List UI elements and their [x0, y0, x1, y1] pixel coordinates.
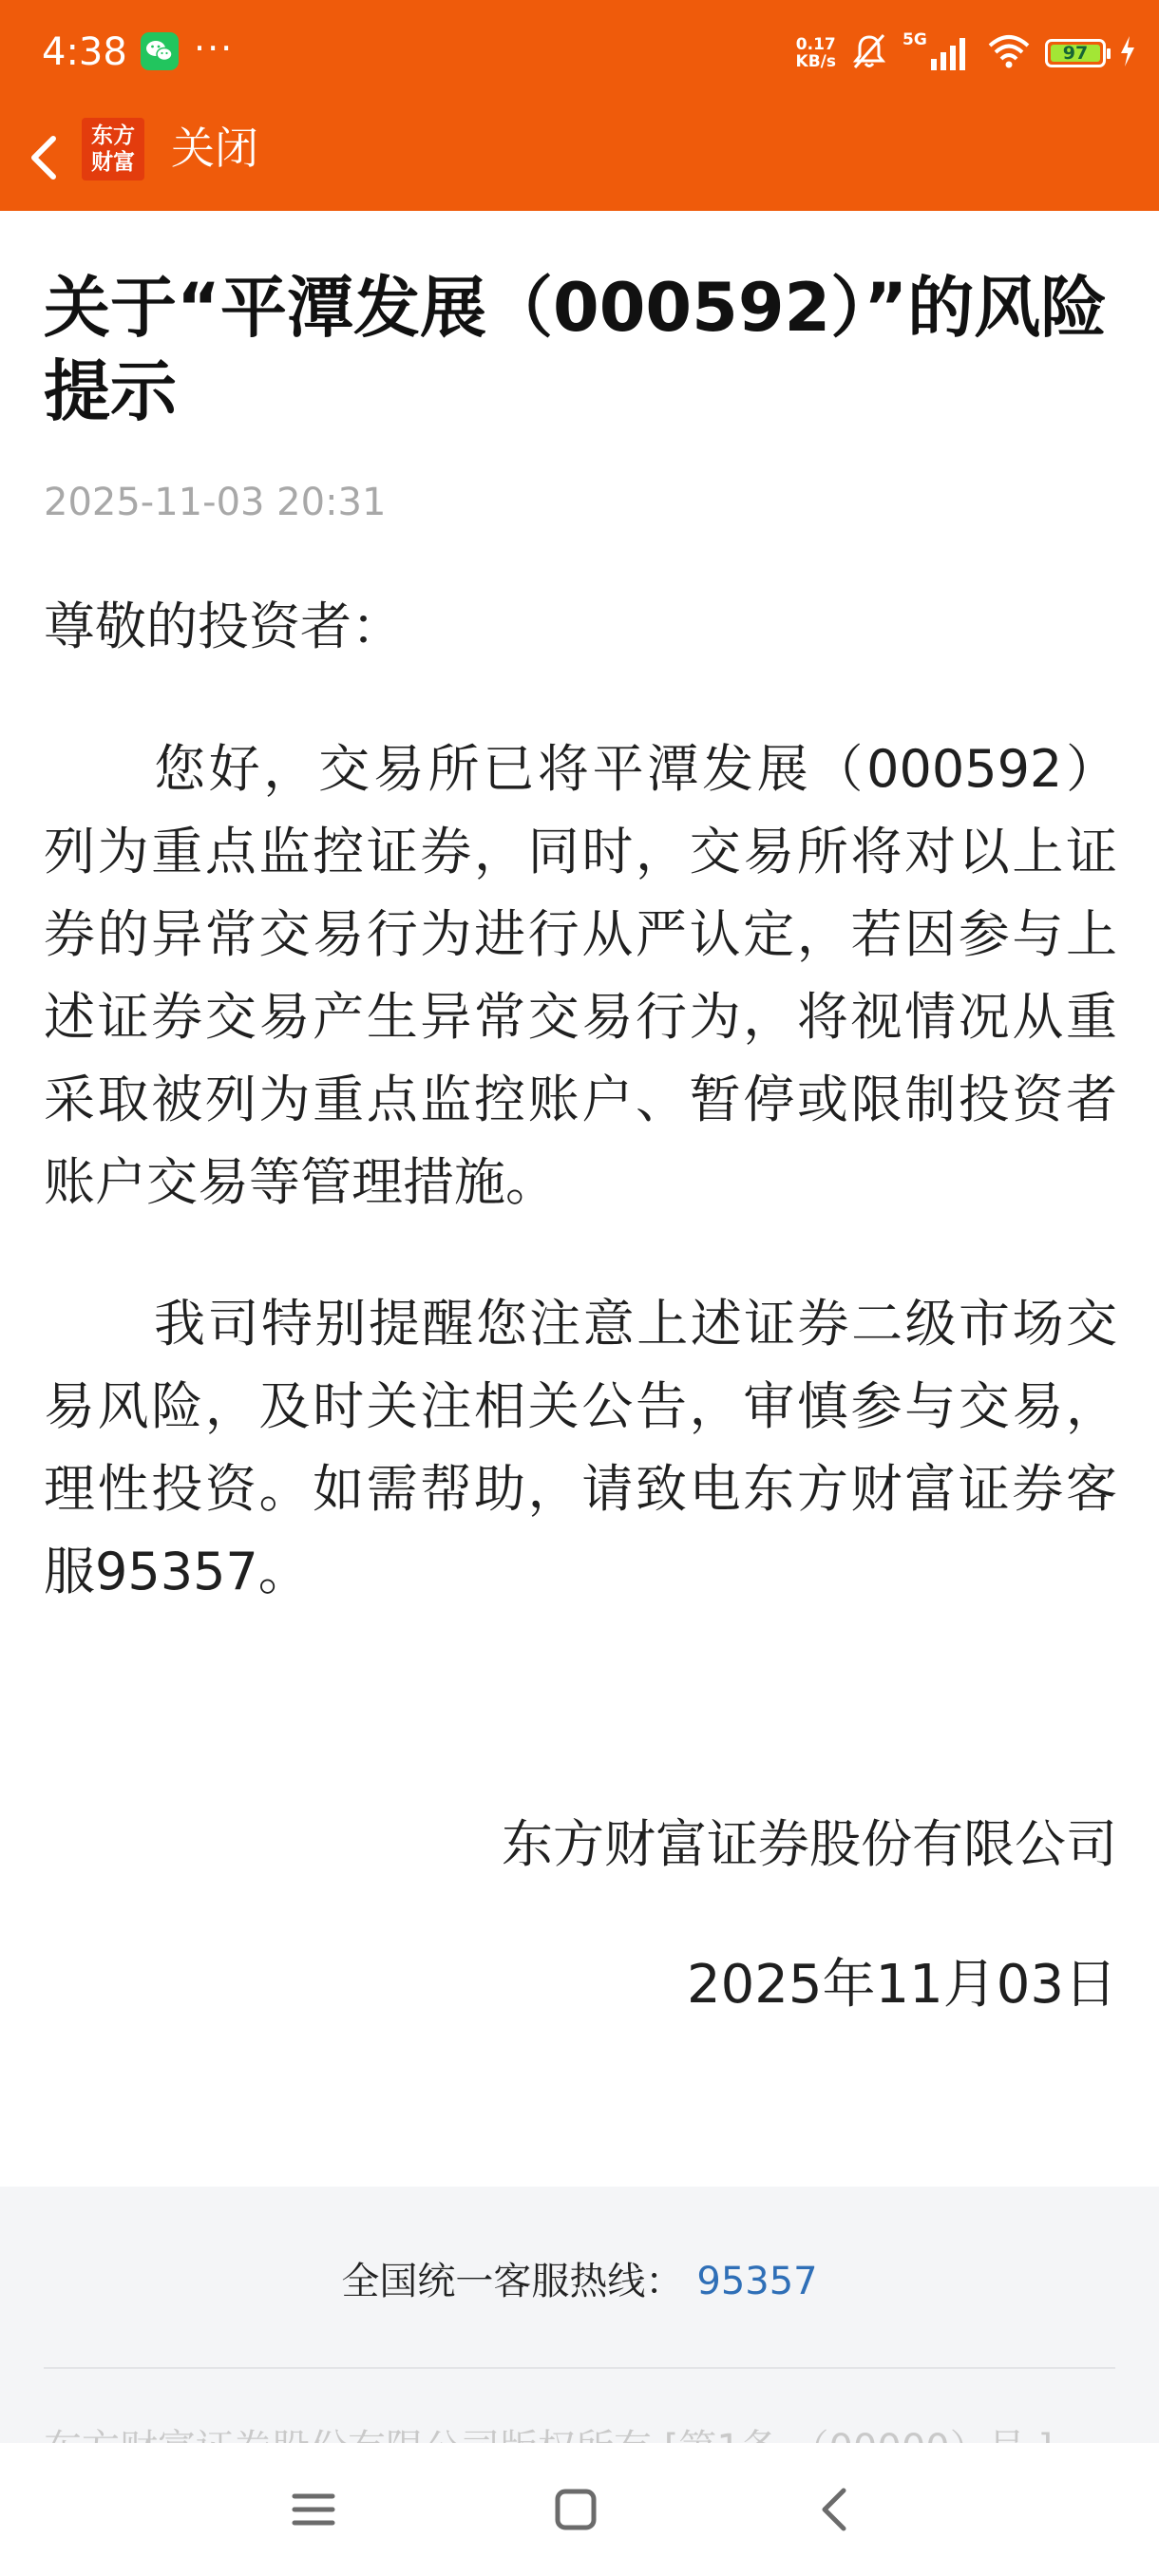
home-icon — [538, 2472, 614, 2548]
back-icon — [798, 2472, 874, 2548]
status-bar — [0, 0, 1159, 104]
home-button[interactable] — [538, 2472, 614, 2548]
charging-icon — [1119, 35, 1136, 71]
nav-bar — [0, 104, 1159, 211]
network-speed-value: 0.17 — [795, 35, 836, 54]
article-title: 关于“平潭发展（000592）”的风险提示 — [44, 269, 1108, 430]
back-arrow-icon — [17, 125, 78, 190]
status-icons — [796, 27, 1136, 80]
hotline-number-link[interactable]: 95357 — [696, 2260, 818, 2303]
mute-bell-icon — [849, 31, 889, 75]
page-footer — [0, 2187, 1159, 2443]
signature-date: 2025年11月03日 — [686, 1954, 1117, 2016]
network-type: 5G — [902, 30, 927, 49]
article-date: 2025-11-03 20:31 — [44, 481, 387, 524]
menu-icon — [276, 2472, 352, 2548]
signature-company: 东方财富证券股份有限公司 — [502, 1814, 1117, 1874]
app-header — [0, 0, 1159, 211]
footer-divider — [44, 2367, 1115, 2369]
article-greeting: 尊敬的投资者： — [44, 597, 403, 656]
hotline — [0, 2253, 1159, 2310]
back-button[interactable] — [17, 125, 78, 190]
battery-icon — [1045, 39, 1106, 67]
status-time: 4:38 — [42, 30, 127, 74]
logo-text-line1: 东方 — [91, 123, 135, 148]
wechat-notification-icon — [141, 32, 179, 70]
system-navigation-bar — [0, 2443, 1159, 2576]
footer-copyright-partial — [44, 2432, 1115, 2443]
article-paragraph-2: 我司特别提醒您注意上述证券二级市场交易风险，及时关注相关公告，审慎参与交易，理性投资。如需帮助，请致电东方财富证券客服95357。 — [44, 1294, 1117, 1601]
network-speed — [796, 36, 836, 70]
wifi-icon — [986, 32, 1032, 74]
eastmoney-logo — [82, 118, 144, 180]
more-notifications-icon: ··· — [194, 28, 235, 69]
logo-text-line2: 财富 — [91, 150, 135, 175]
hotline-label: 全国统一客服热线： — [341, 2260, 684, 2303]
close-button[interactable]: 关闭 — [171, 123, 258, 174]
cell-signal-icon — [902, 30, 973, 72]
menu-button[interactable] — [276, 2472, 352, 2548]
network-speed-unit: KB/s — [795, 52, 836, 71]
battery-level: 97 — [1062, 43, 1089, 64]
system-back-button[interactable] — [798, 2472, 874, 2548]
article-paragraph-1: 您好，交易所已将平潭发展（000592）列为重点监控证券，同时，交易所将对以上证券的异常交易行为进行从严认定，若因参与上述证券交易产生异常交易行为，将视情况从重采取被列为重点监控账户、暂停或限制投资者账户交易等管理措施。 — [44, 739, 1117, 1212]
